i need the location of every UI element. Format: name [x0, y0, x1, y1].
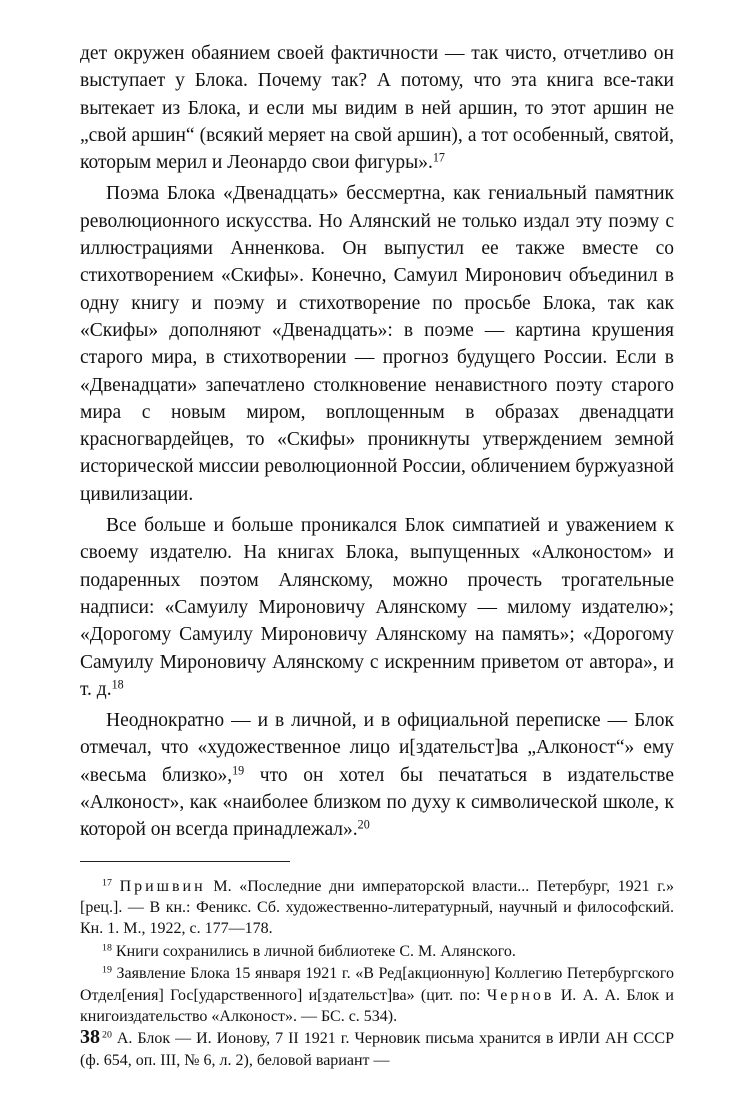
- paragraph-text: Все больше и больше проникался Блок симпатией и уважением к своему издателю. На книгах Блока, выпущенных «Алконостом» и подаренных поэтом Алянскому, можно прочесть трогательные надписи: «Самуилу Мироновичу Алянскому — милому издателю»; «Дорогому Самуилу Мироновичу Алянскому на память»; «Дорогому Самуилу Мироновичу Алянскому с искренним приветом от автора», и т. д.: [80, 515, 674, 700]
- footnote-ref-17: 17: [432, 150, 445, 165]
- paragraph-text: что он хотел бы печататься в издательстве «Алконост», как «наиболее близком по духу к символической школе, к которой он всегда принадлежал».: [80, 764, 674, 841]
- footnote-ref-18: 18: [111, 677, 124, 692]
- footnote-author: Пришвин: [119, 877, 206, 895]
- footnote-19: [80, 963, 674, 1027]
- footnote-number: 17: [102, 877, 112, 889]
- footnote-author: Чернов: [486, 986, 555, 1004]
- paragraph-text: Неоднократно — и в личной, и в официальной переписке — Блок отмечал, что «художественное лицо и[здательст]ва „Алконост“» ему «весьма близко»,: [80, 710, 674, 786]
- paragraph-2: [80, 180, 674, 508]
- footnote-ref-19: 19: [232, 763, 245, 778]
- footnote-20: [80, 1028, 674, 1071]
- page-number: 38: [80, 1026, 100, 1048]
- footnote-text: И. А. А. Блок и книгоиздательство «Алконост». — БС. с. 534).: [80, 986, 674, 1026]
- footnote-number: 18: [102, 942, 112, 954]
- footnote-text: А. Блок — И. Ионову, 7 II 1921 г. Черновик письма хранится в ИРЛИ АН СССР (ф. 654, оп. III, № 6, л. 2), беловой вариант —: [80, 1030, 674, 1069]
- paragraph-1: [80, 40, 674, 176]
- footnotes: [80, 876, 674, 1072]
- footnote-18: [80, 941, 674, 962]
- footnote-number: 19: [102, 964, 112, 976]
- main-text: [80, 40, 674, 844]
- book-page: [80, 40, 674, 1071]
- paragraph-text: Поэма Блока «Двенадцать» бессмертна, как гениальный памятник революционного искусства. Но Алянский не только издал эту поэму с иллюстрациями Анненкова. Он выпустил ее также вместе со стихотворением «Скифы». Конечно, Самуил Миронович объединил в одну книгу и поэму и стихотворение по просьбе Блока, так как «Скифы» дополняют «Двенадцать»: в поэме — картина крушения старого мира, в стихотворении — прогноз будущего России. Если в «Двенадцати» запечатлено столкновение ненавистного поэту старого мира с новым миром, воплощенным в образах двенадцати красногвардейцев, то «Скифы» проникнуты утверждением земной исторической миссии революционной России, обличением буржуазной цивилизации.: [80, 183, 674, 505]
- footnote-text: Заявление Блока 15 января 1921 г. «В Ред[акционную] Коллегию Петербургского Отдел[ения] Гос[ударственного] и[здательст]ва» (цит. по:: [80, 965, 674, 1004]
- footnote-number: 20: [102, 1030, 112, 1041]
- paragraph-3: [80, 512, 674, 703]
- footnote-text: Книги сохранились в личной библиотеке С. М. Алянского.: [111, 942, 516, 960]
- footnote-text: М. «Последние дни императорской власти... Петербург, 1921 г.» [рец.]. — В кн.: Феникс. Сб. художественно-литературный, научный и философский. Кн. 1. М., 1922, с. 177—178.: [80, 877, 674, 938]
- paragraph-text: дет окружен обаянием своей фактичности — так чисто, отчетливо он выступает у Блока. Почему так? А потому, что эта книга все-таки вытекает из Блока, и если мы видим в ней аршин, то этот аршин не „свой аршин“ (всякий меряет на свой аршин), а тот особенный, святой, которым мерил и Леонардо свои фигуры».: [80, 43, 674, 174]
- paragraph-4: [80, 707, 674, 843]
- footnote-ref-20: 20: [357, 817, 370, 832]
- footnote-divider: [80, 861, 290, 862]
- footnote-17: [80, 876, 674, 940]
